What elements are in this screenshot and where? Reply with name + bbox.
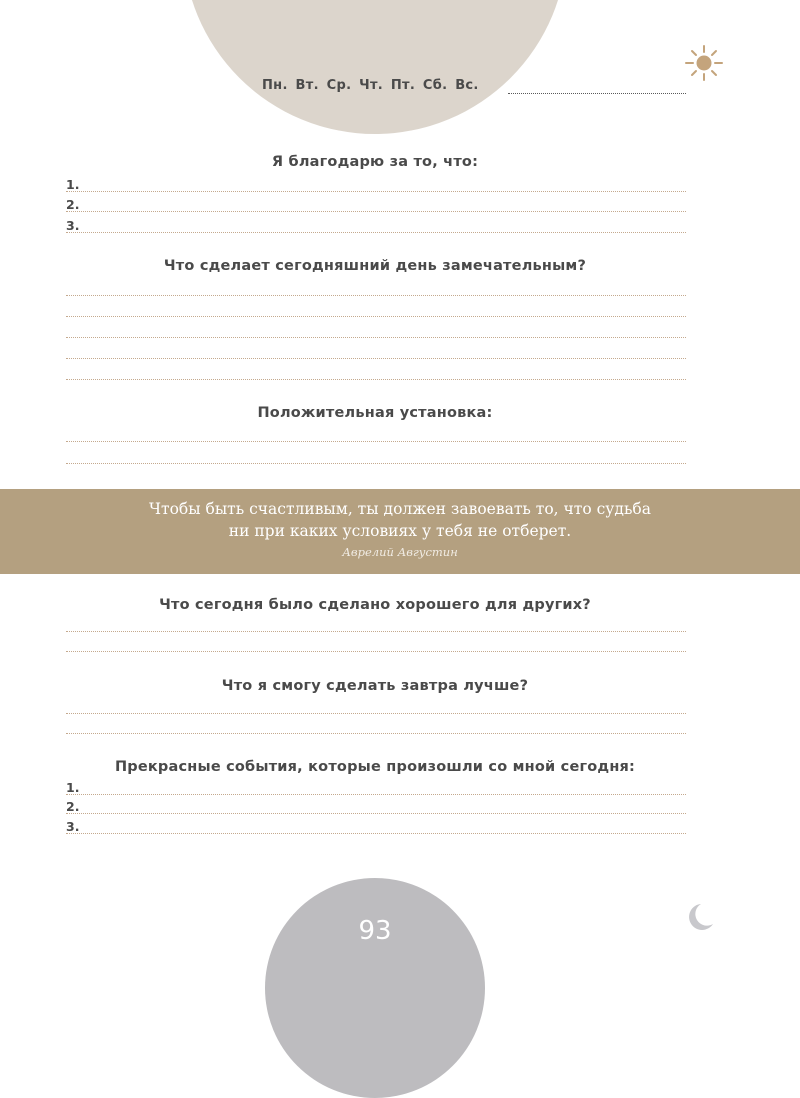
wonderful-day-line[interactable] [66, 337, 686, 338]
sun-icon [684, 44, 724, 82]
do-better-line[interactable] [66, 733, 686, 734]
gratitude-line[interactable] [66, 232, 686, 233]
page-number: 93 [358, 916, 392, 946]
quote-text [100, 498, 700, 542]
good-for-others-line[interactable] [66, 631, 686, 632]
good-for-others-heading: Что сегодня было сделано хорошего для других? [159, 597, 591, 613]
wonderful-events-line[interactable] [66, 813, 686, 814]
affirmation-line[interactable] [66, 463, 686, 464]
gratitude-item-number: 1. [66, 177, 80, 192]
wonderful-events-heading: Прекрасные события, которые произошли со мной сегодня: [114, 759, 636, 775]
wonderful-events-item-number: 3. [66, 819, 80, 834]
wonderful-day-heading: Что сделает сегодняшний день замечательным? [163, 258, 587, 274]
do-better-line[interactable] [66, 713, 686, 714]
quote-author: Аврелий Августин [342, 545, 458, 559]
wonderful-day-line[interactable] [66, 316, 686, 317]
weekday-selector[interactable]: Пн. Вт. Ср. Чт. Пт. Сб. Вс. [262, 78, 479, 93]
wonderful-events-line[interactable] [66, 833, 686, 834]
quote-line: ни при каких условиях у тебя не отберет. [228, 522, 572, 540]
date-field[interactable] [508, 93, 686, 94]
wonderful-events-item-number: 1. [66, 780, 80, 795]
gratitude-line[interactable] [66, 191, 686, 192]
wonderful-day-line[interactable] [66, 358, 686, 359]
affirmation-heading: Положительная установка: [257, 405, 493, 421]
wonderful-day-line[interactable] [66, 295, 686, 296]
good-for-others-line[interactable] [66, 651, 686, 652]
gratitude-item-number: 3. [66, 218, 80, 233]
wonderful-events-item-number: 2. [66, 799, 80, 814]
gratitude-heading: Я благодарю за то, что: [271, 154, 479, 170]
do-better-heading: Что я смогу сделать завтра лучше? [221, 678, 529, 694]
gratitude-line[interactable] [66, 211, 686, 212]
moon-icon [682, 900, 716, 934]
wonderful-day-line[interactable] [66, 379, 686, 380]
gratitude-item-number: 2. [66, 197, 80, 212]
quote-line: Чтобы быть счастливым, ты должен завоевать то, что судьба [149, 500, 651, 518]
header-decor-circle [183, 0, 567, 134]
footer-decor-circle [265, 878, 485, 1098]
wonderful-events-line[interactable] [66, 794, 686, 795]
affirmation-line[interactable] [66, 441, 686, 442]
